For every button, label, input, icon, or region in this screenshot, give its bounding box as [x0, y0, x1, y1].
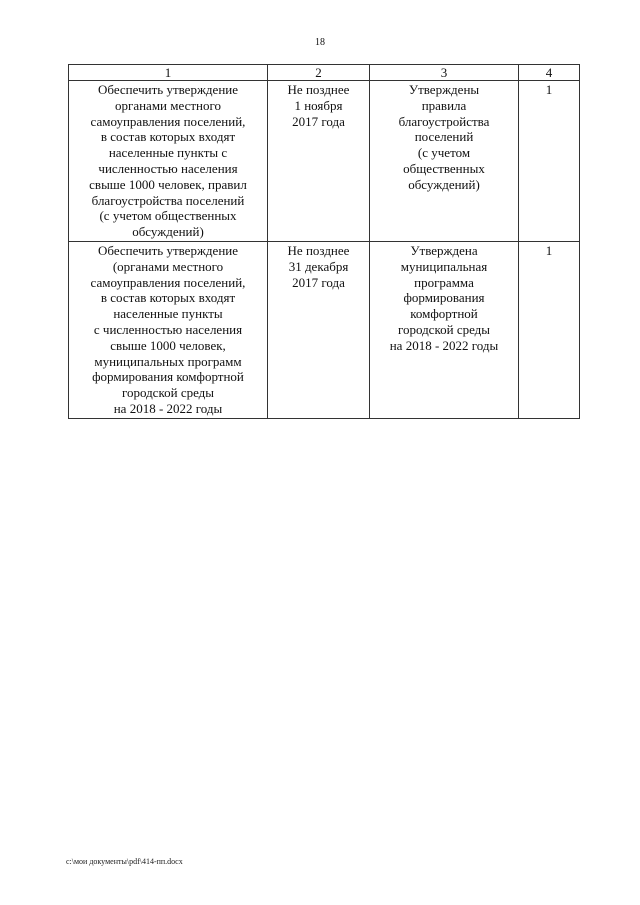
column-header-4: 4: [519, 65, 580, 81]
deadline-cell: Не позднее 31 декабря 2017 года: [268, 241, 370, 418]
table-row: [69, 241, 580, 418]
table-row: [69, 81, 580, 242]
deadline-cell: Не позднее 1 ноября 2017 года: [268, 81, 370, 242]
column-header-3: 3: [370, 65, 519, 81]
measure-cell: Обеспечить утверждение (органами местного самоуправления поселений, в состав которых входят населенные пункты с численностью населения свыше 1000 человек, муниципальных программ формирования комфортной городской среды на 2018 - 2022 годы: [69, 241, 268, 418]
column-header-1: 1: [69, 65, 268, 81]
page-number: 18: [315, 37, 325, 48]
value-cell: 1: [519, 81, 580, 242]
result-cell: Утверждены правила благоустройства поселений (с учетом общественных обсуждений): [370, 81, 519, 242]
footer-file-path: c:\мои документы\pdf\414-пп.docx: [66, 857, 183, 866]
column-header-2: 2: [268, 65, 370, 81]
value-cell: 1: [519, 241, 580, 418]
measure-cell: Обеспечить утверждение органами местного самоуправления поселений, в состав которых входят населенные пункты с численностью населения свыше 1000 человек, правил благоустройства поселений (с учетом общественных обсуждений): [69, 81, 268, 242]
measures-table: [68, 64, 580, 419]
table-header-row: [69, 65, 580, 81]
result-cell: Утверждена муниципальная программа формирования комфортной городской среды на 2018 - 2022 годы: [370, 241, 519, 418]
